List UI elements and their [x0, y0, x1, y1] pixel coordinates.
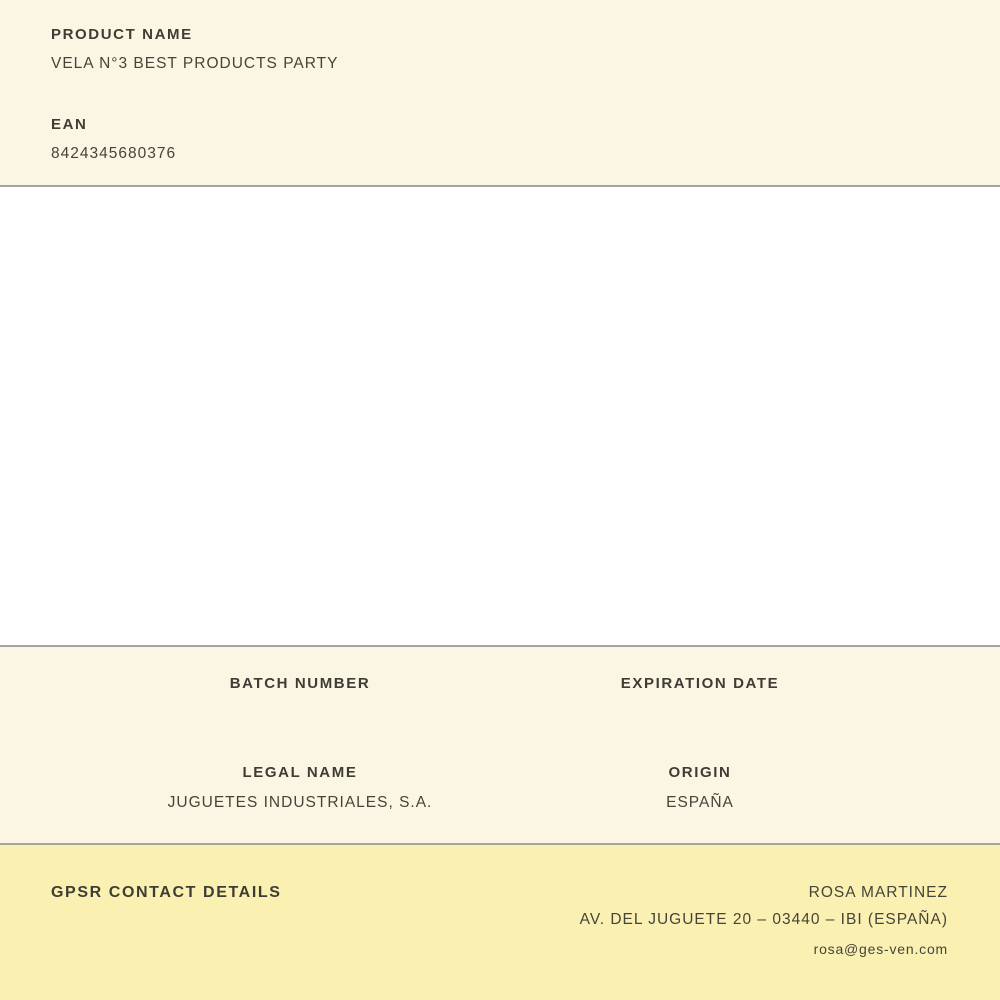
gpsr-contact-section	[0, 845, 1000, 1000]
ean-value: 8424345680376	[51, 145, 177, 162]
details-section	[0, 647, 1000, 843]
ean-label: EAN	[51, 116, 88, 133]
expiration-date-field	[500, 673, 900, 726]
batch-number-field	[100, 673, 500, 726]
batch-number-value	[100, 702, 500, 726]
product-info-section	[0, 0, 1000, 185]
gpsr-contact-block	[580, 882, 948, 960]
gpsr-contact-title: GPSR CONTACT DETAILS	[51, 884, 282, 901]
product-name-label: PRODUCT NAME	[51, 26, 193, 43]
gpsr-contact-email: rosa@ges-ven.com	[813, 941, 948, 957]
legal-name-value: JUGUETES INDUSTRIALES, S.A.	[167, 794, 433, 811]
gpsr-contact-name: ROSA MARTINEZ	[808, 884, 948, 901]
gpsr-contact-address: AV. DEL JUGUETE 20 – 03440 – IBI (ESPAÑA)	[579, 911, 948, 928]
details-grid	[100, 673, 900, 815]
ean-field	[51, 114, 949, 165]
product-name-field	[51, 24, 949, 75]
legal-name-label: LEGAL NAME	[242, 764, 358, 781]
origin-label: ORIGIN	[668, 764, 732, 781]
product-name-value: VELA N°3 BEST PRODUCTS PARTY	[51, 55, 339, 72]
batch-number-label: BATCH NUMBER	[229, 675, 371, 692]
expiration-date-label: EXPIRATION DATE	[620, 675, 780, 692]
legal-name-field	[100, 762, 500, 815]
expiration-date-value	[500, 702, 900, 726]
origin-value: ESPAÑA	[666, 794, 734, 811]
blank-content-area	[0, 187, 1000, 645]
origin-field	[500, 762, 900, 815]
